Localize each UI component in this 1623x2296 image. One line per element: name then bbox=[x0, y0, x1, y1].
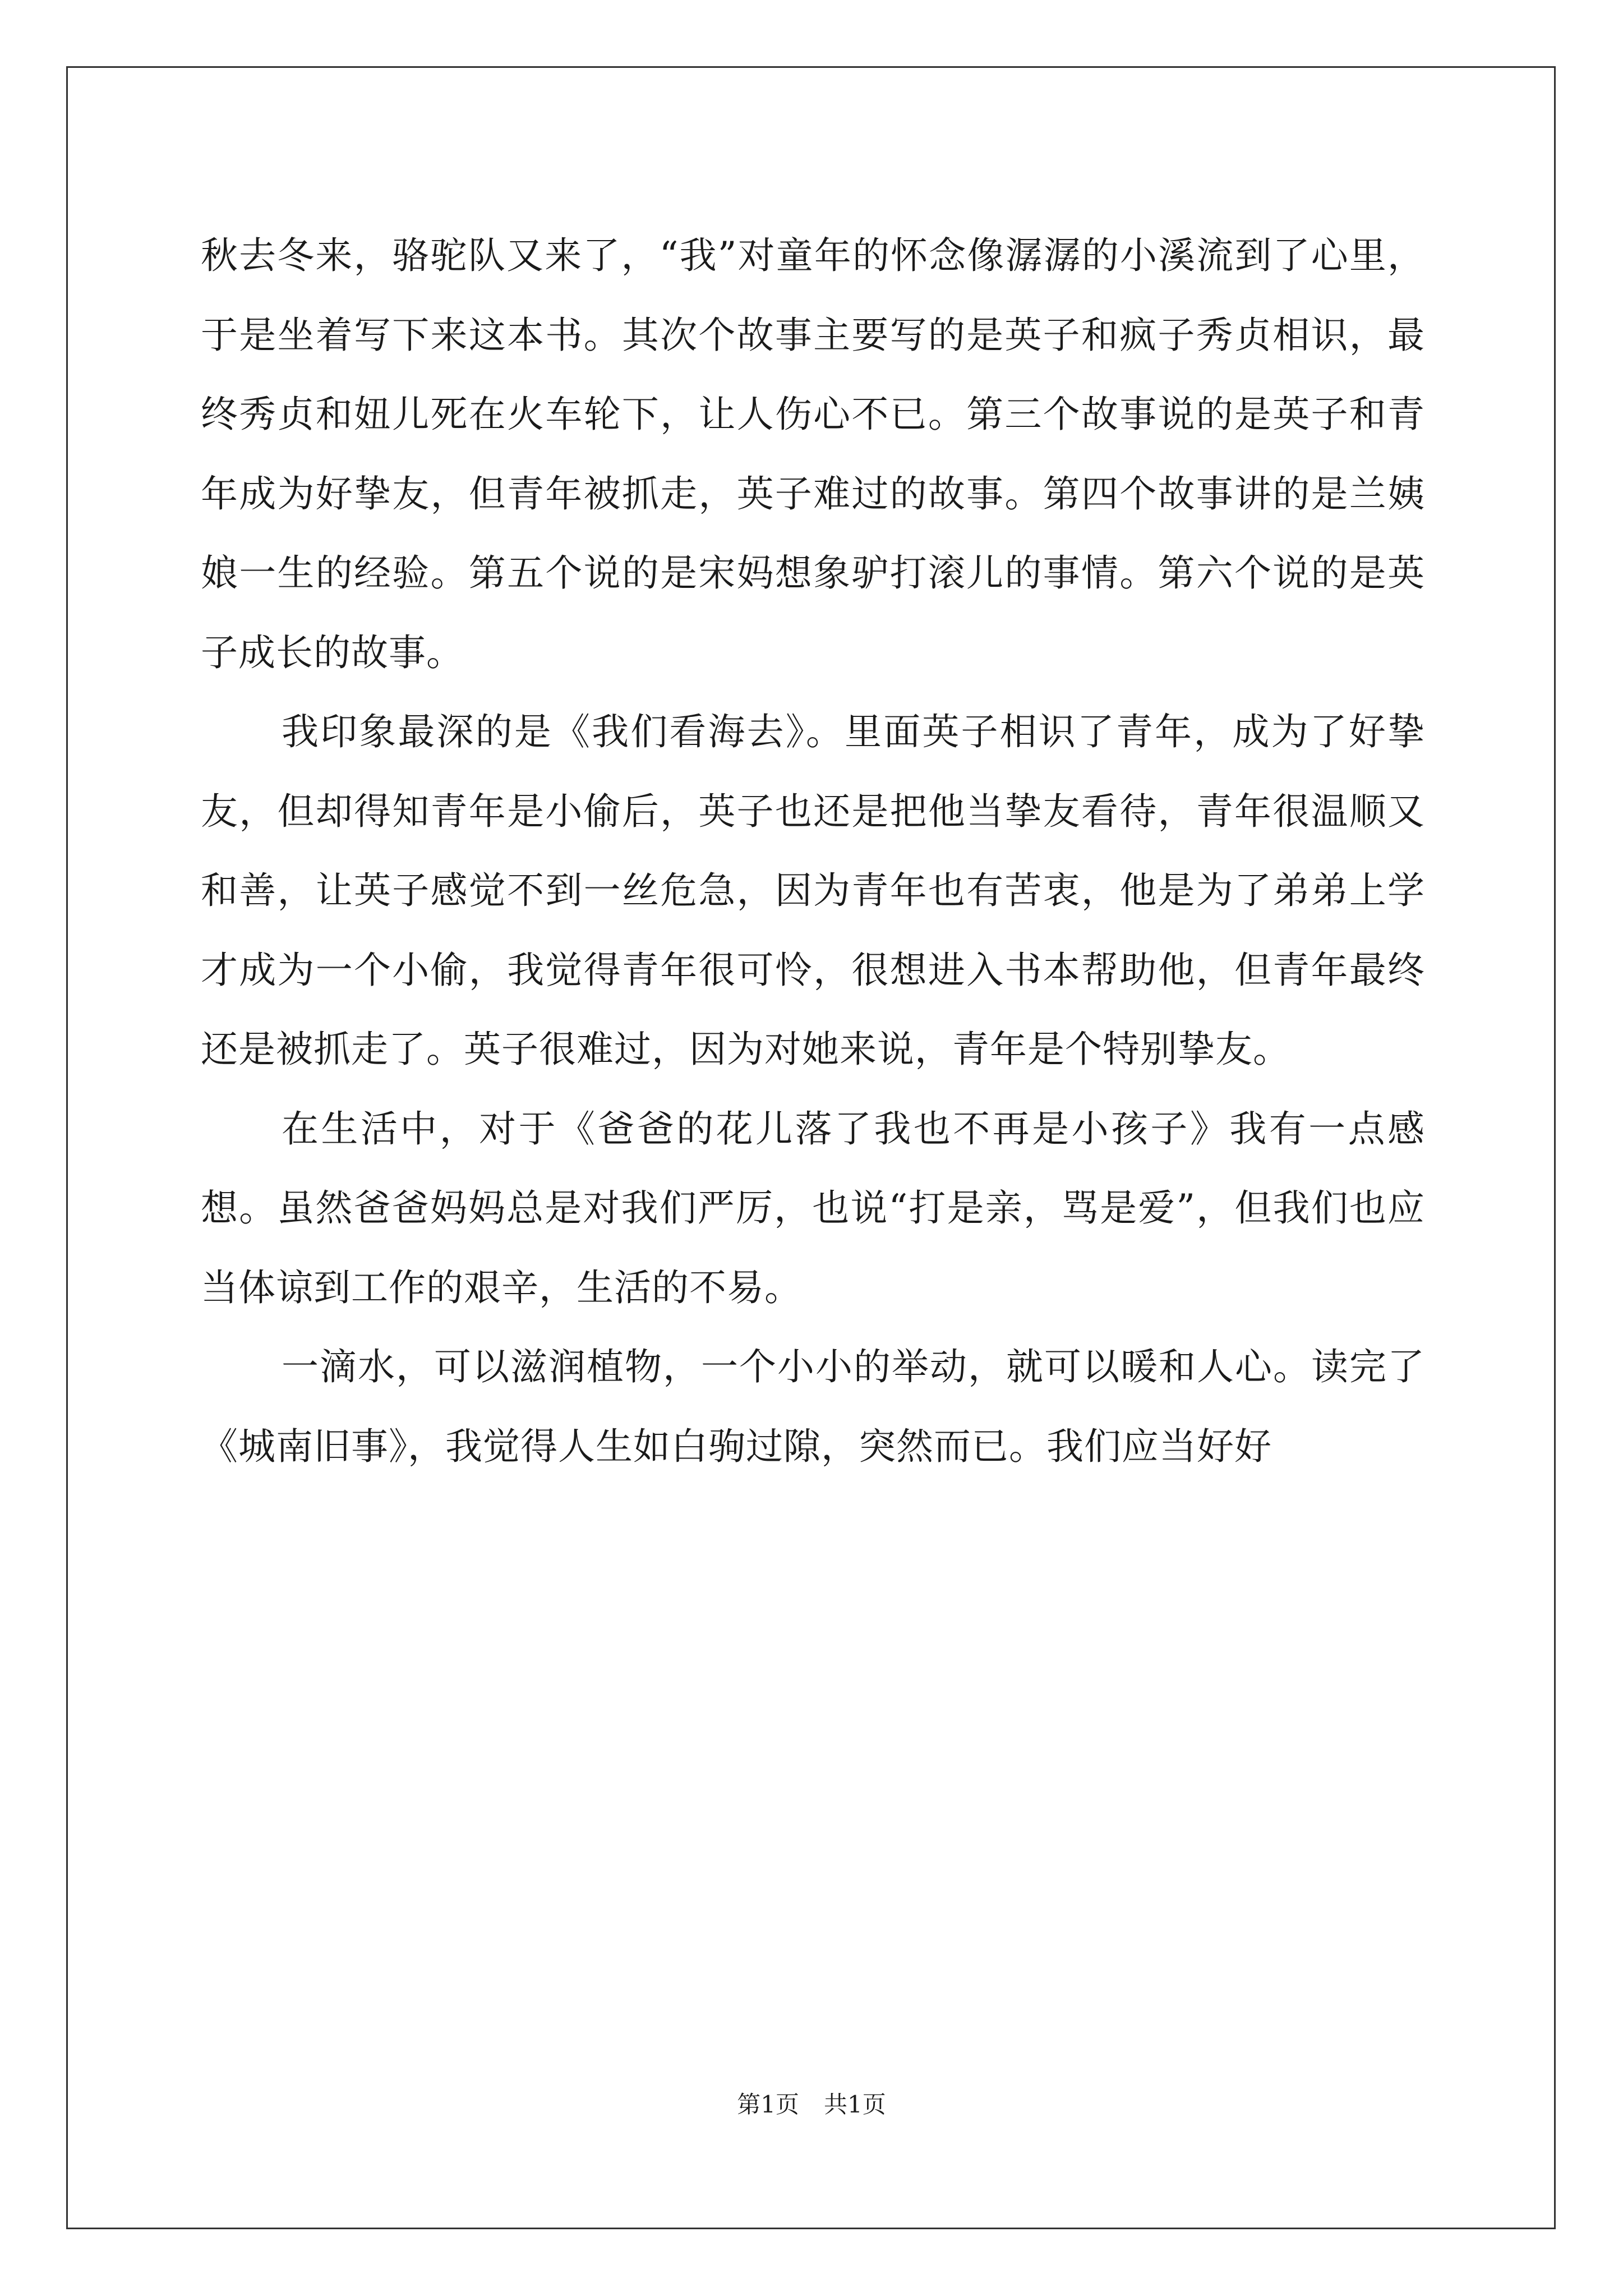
page-total: 共1页 bbox=[824, 2091, 886, 2118]
page-number: 第1页 bbox=[737, 2091, 799, 2118]
document-body bbox=[201, 216, 1425, 1486]
page-footer bbox=[0, 2088, 1623, 2122]
paragraph-3: 在生活中，对于《爸爸的花儿落了我也不再是小孩子》我有一点感想。虽然爸爸妈妈总是对我们严厉，也说“打是亲，骂是爱”，但我们也应当体谅到工作的艰辛，生活的不易。 bbox=[201, 1107, 1425, 1309]
paragraph-2: 我印象最深的是《我们看海去》。里面英子相识了青年，成为了好挚友，但却得知青年是小偷后，英子也还是把他当挚友看待，青年很温顺又和善，让英子感觉不到一丝危急，因为青年也有苦衷，他是为了弟弟上学才成为一个小偷，我觉得青年很可怜，很想进入书本帮助他，但青年最终还是被抓走了。英子很难过，因为对她来说，青年是个特别挚友。 bbox=[201, 710, 1425, 1071]
paragraph-1: 秋去冬来，骆驼队又来了，“我”对童年的怀念像潺潺的小溪流到了心里，于是坐着写下来这本书。其次个故事主要写的是英子和疯子秀贞相识，最终秀贞和妞儿死在火车轮下，让人伤心不已。第三个故事说的是英子和青年成为好挚友，但青年被抓走，英子难过的故事。第四个故事讲的是兰姨娘一生的经验。第五个说的是宋妈想象驴打滚儿的事情。第六个说的是英子成长的故事。 bbox=[201, 234, 1425, 674]
paragraph-4: 一滴水，可以滋润植物，一个小小的举动，就可以暖和人心。读完了《城南旧事》，我觉得人生如白驹过隙，突然而已。我们应当好好 bbox=[201, 1345, 1425, 1468]
